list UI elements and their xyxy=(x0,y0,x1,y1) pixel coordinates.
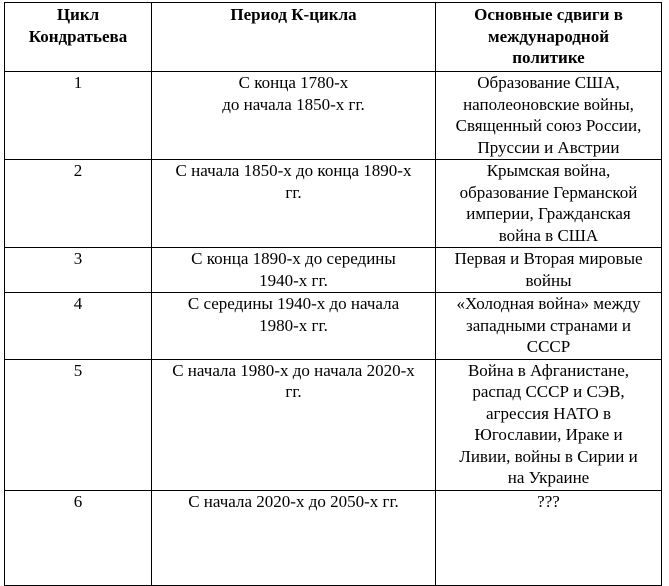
cell-shifts: Крымская война, образование Германской империи, Гражданская война в США xyxy=(436,160,662,248)
cell-cycle: 5 xyxy=(5,359,152,490)
cell-period: С начала 2020-х до 2050-х гг. xyxy=(152,490,436,585)
table-row xyxy=(5,359,662,490)
kondratiev-cycles-table xyxy=(4,2,662,586)
cell-period: С начала 1850-х до конца 1890-х гг. xyxy=(152,160,436,248)
table-row xyxy=(5,490,662,585)
table-row xyxy=(5,293,662,360)
cell-shifts: «Холодная война» между западными странами и СССР xyxy=(436,293,662,360)
cell-period: С конца 1890-х до середины 1940-х гг. xyxy=(152,248,436,293)
cell-cycle: 4 xyxy=(5,293,152,360)
header-cycle: Цикл Кондратьева xyxy=(5,3,152,72)
cell-period: С начала 1980-х до начала 2020-х гг. xyxy=(152,359,436,490)
cell-cycle: 1 xyxy=(5,72,152,160)
cell-shifts: Образование США, наполеоновские войны, Священный союз России, Пруссии и Австрии xyxy=(436,72,662,160)
table-header-row xyxy=(5,3,662,72)
cell-cycle: 3 xyxy=(5,248,152,293)
cell-shifts: Первая и Вторая мировые войны xyxy=(436,248,662,293)
cell-shifts: Война в Афганистане, распад СССР и СЭВ, агрессия НАТО в Югославии, Ираке и Ливии, войны в Сирии и на Украине xyxy=(436,359,662,490)
header-period: Период К-цикла xyxy=(152,3,436,72)
header-shifts: Основные сдвиги в международной политике xyxy=(436,3,662,72)
cell-cycle: 6 xyxy=(5,490,152,585)
cell-shifts: ??? xyxy=(436,490,662,585)
table-row xyxy=(5,160,662,248)
cell-period: С конца 1780-х до начала 1850-х гг. xyxy=(152,72,436,160)
cell-cycle: 2 xyxy=(5,160,152,248)
table-row xyxy=(5,72,662,160)
cell-period: С середины 1940-х до начала 1980-х гг. xyxy=(152,293,436,360)
table-row xyxy=(5,248,662,293)
